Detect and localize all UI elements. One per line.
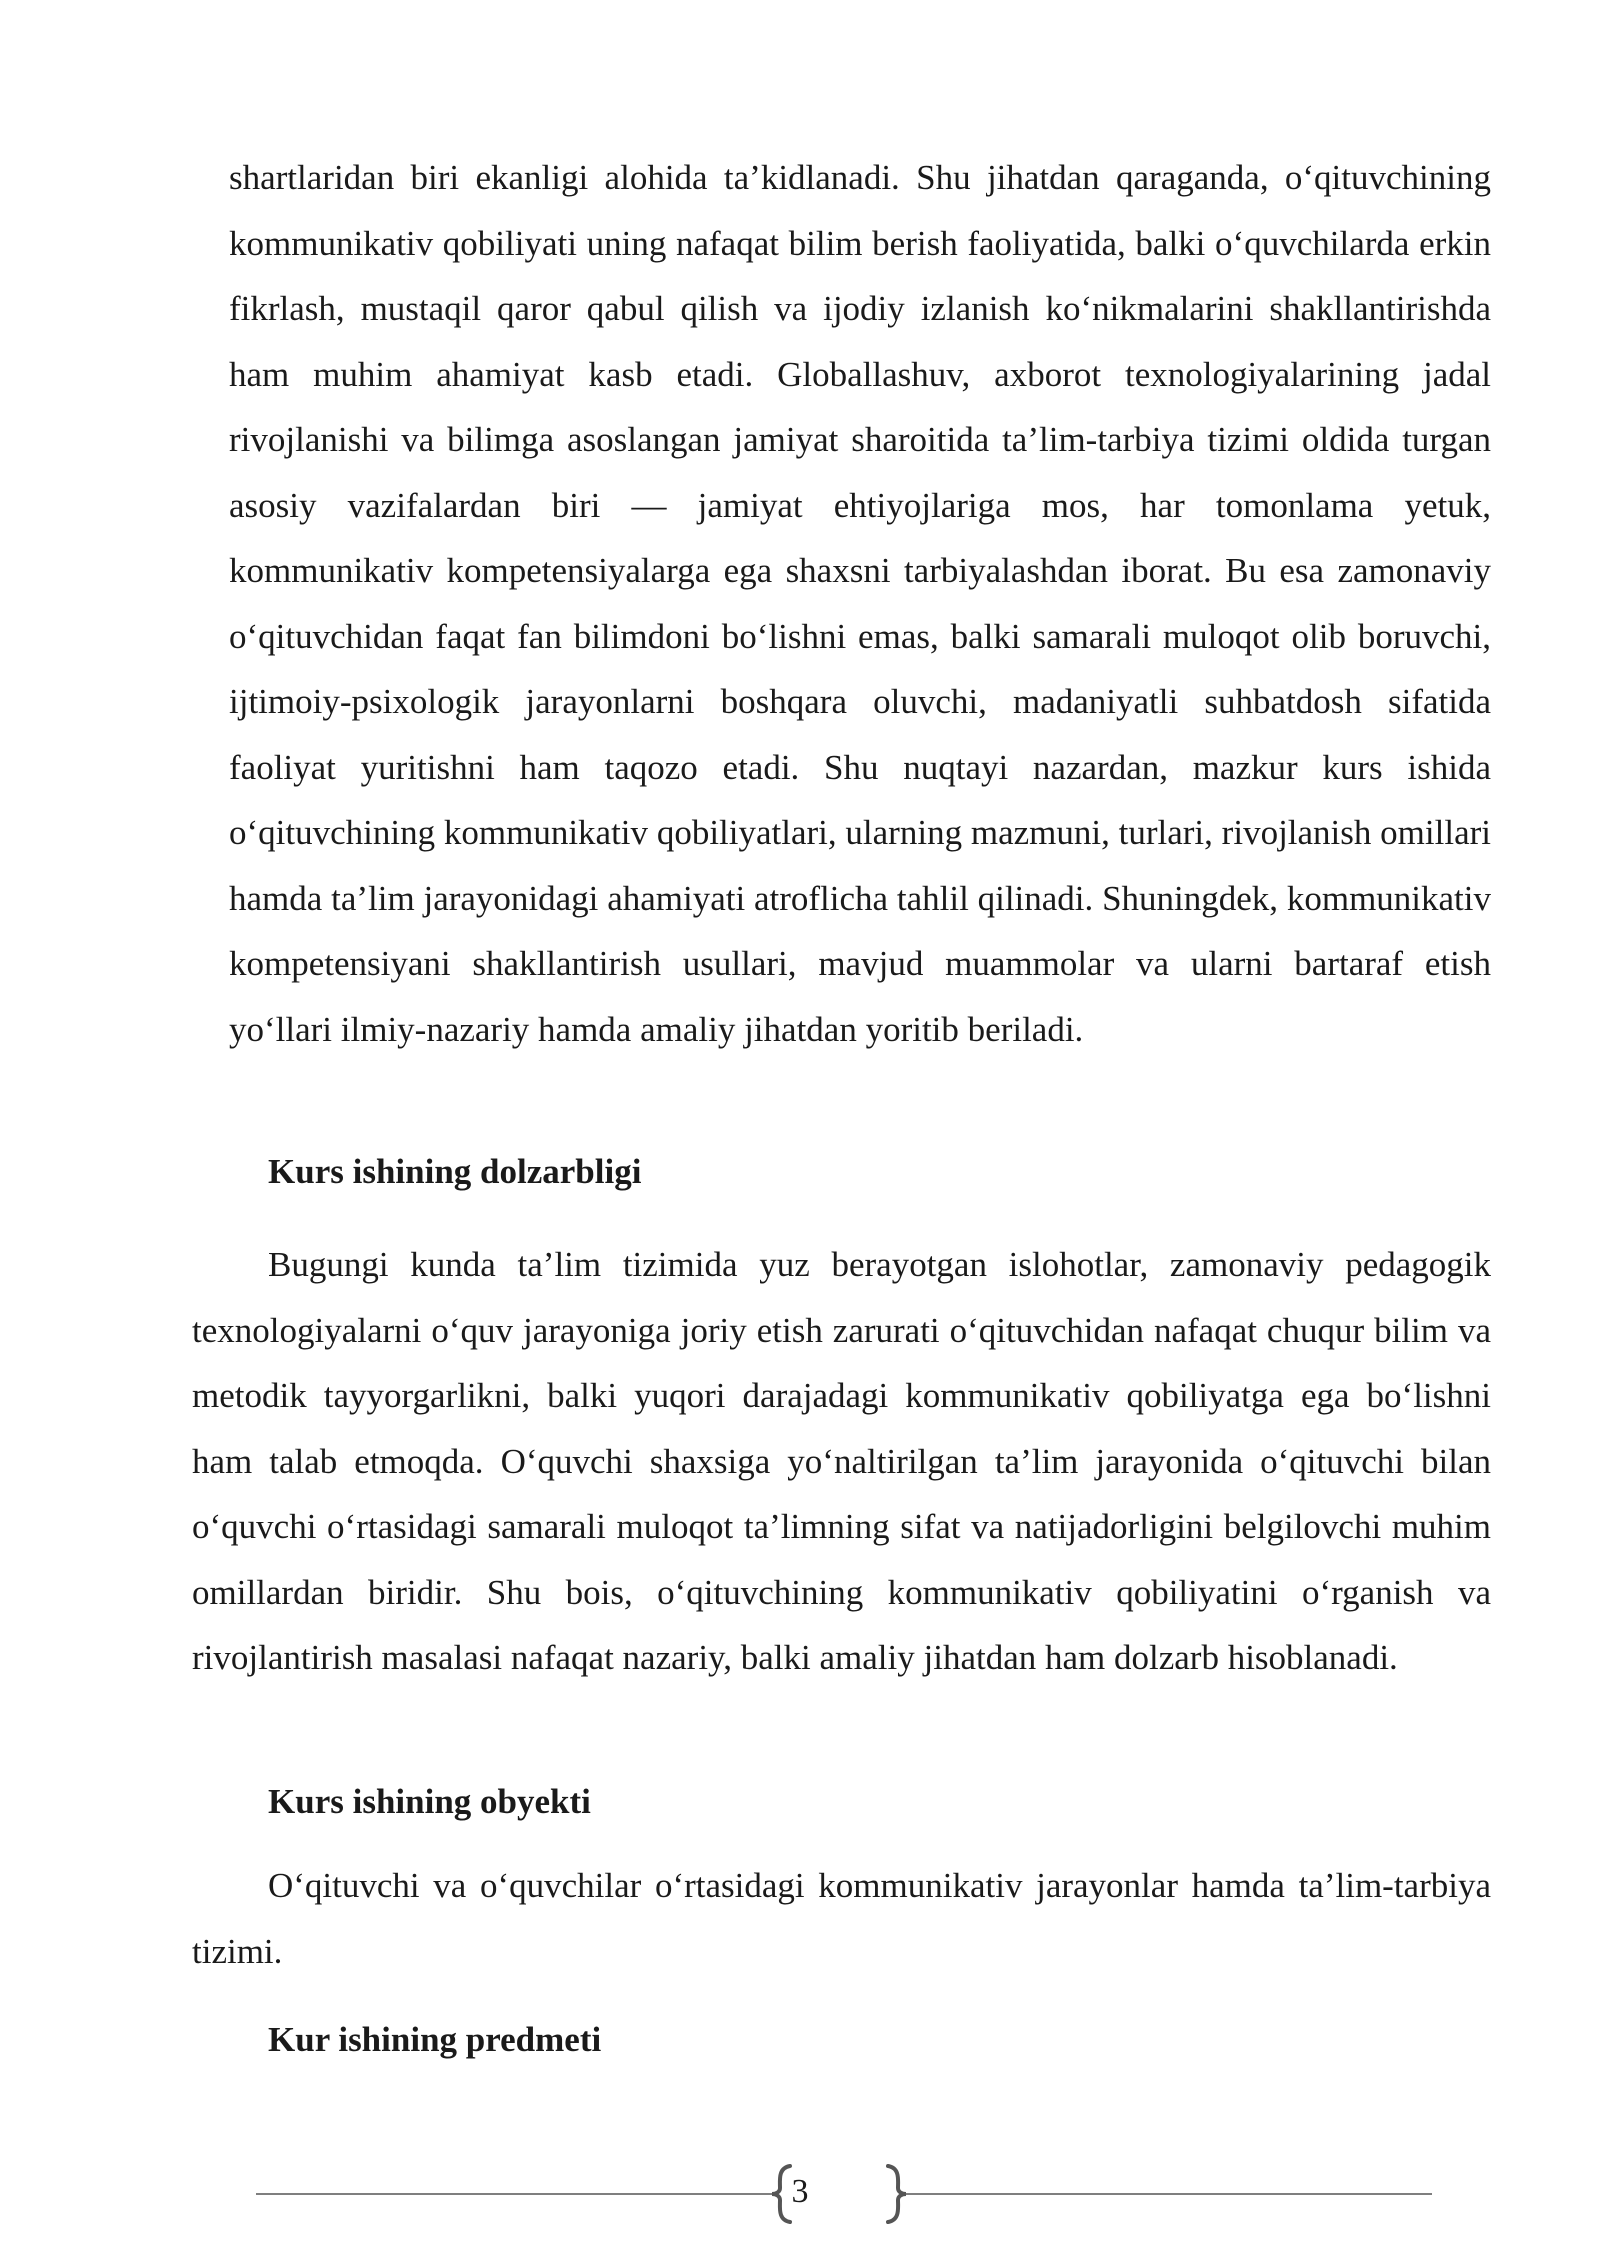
- object-paragraph: O‘qituvchi va o‘quvchilar o‘rtasidagi kommunikativ jarayonlar hamda ta’lim-tarbiya tizimi.: [192, 1866, 1491, 1971]
- intro-paragraph: shartlaridan biri ekanligi alohida ta’kidlanadi. Shu jihatdan qaraganda, o‘qituvchining kommunikativ qobiliyati uning nafaqat bilim berish faoliyatida, balki o‘quvchilarda erkin fikrlash, mustaqil qaror qabul qilish va ijodiy izlanish ko‘nikmalarini shakllantirishda ham muhim ahamiyat kasb etadi. Globallashuv, axborot texnologiyalarining jadal rivojlanishi va bilimga asoslangan jamiyat sharoitida ta’lim-tarbiya tizimi oldida turgan asosiy vazifalardan biri — jamiyat ehtiyojlariga mos, har tomonlama yetuk, kommunikativ kompetensiyalarga ega shaxsni tarbiyalashdan iborat. Bu esa zamonaviy o‘qituvchidan faqat fan bilimdoni bo‘lishni emas, balki samarali muloqot olib boruvchi, ijtimoiy-psixologik jarayonlarni boshqara oluvchi, madaniyatli suhbatdosh sifatida faoliyat yuritishni ham taqozo etadi. Shu nuqtayi nazardan, mazkur kurs ishida o‘qituvchining kommunikativ qobiliyatlari, ularning mazmuni, turlari, rivojlanish omillari hamda ta’lim jarayonidagi ahamiyati atroflicha tahlil qilinadi. Shuningdek, kommunikativ kompetensiyani shakllantirish usullari, mavjud muammolar va ularni bartaraf etish yo‘llari ilmiy-nazariy hamda amaliy jihatdan yoritib beriladi.: [229, 158, 1491, 1049]
- page-footer: [0, 2160, 1600, 2230]
- heading-object: Kurs ishining obyekti: [268, 1782, 591, 1821]
- heading-subject: Kur ishining predmeti: [268, 2020, 602, 2059]
- relevance-paragraph: Bugungi kunda ta’lim tizimida yuz berayotgan islohotlar, zamonaviy pedagogik texnologiyalarni o‘quv jarayoniga joriy etish zarurati o‘qituvchidan nafaqat chuqur bilim va metodik tayyorgarlikni, balki yuqori darajadagi kommunikativ qobiliyatga ega bo‘lishni ham talab etmoqda. O‘quvchi shaxsiga yo‘naltirilgan ta’lim jarayonida o‘qituvchi bilan o‘quvchi o‘rtasidagi samarali muloqot ta’limning sifat va natijadorligini belgilovchi muhim omillardan biridir. Shu bois, o‘qituvchining kommunikativ qobiliyatini o‘rganish va rivojlantirish masalasi nafaqat nazariy, balki amaliy jihatdan ham dolzarb hisoblanadi.: [192, 1245, 1491, 1677]
- heading-relevance: Kurs ishining dolzarbligi: [268, 1152, 642, 1191]
- page-number: 3: [791, 2173, 809, 2210]
